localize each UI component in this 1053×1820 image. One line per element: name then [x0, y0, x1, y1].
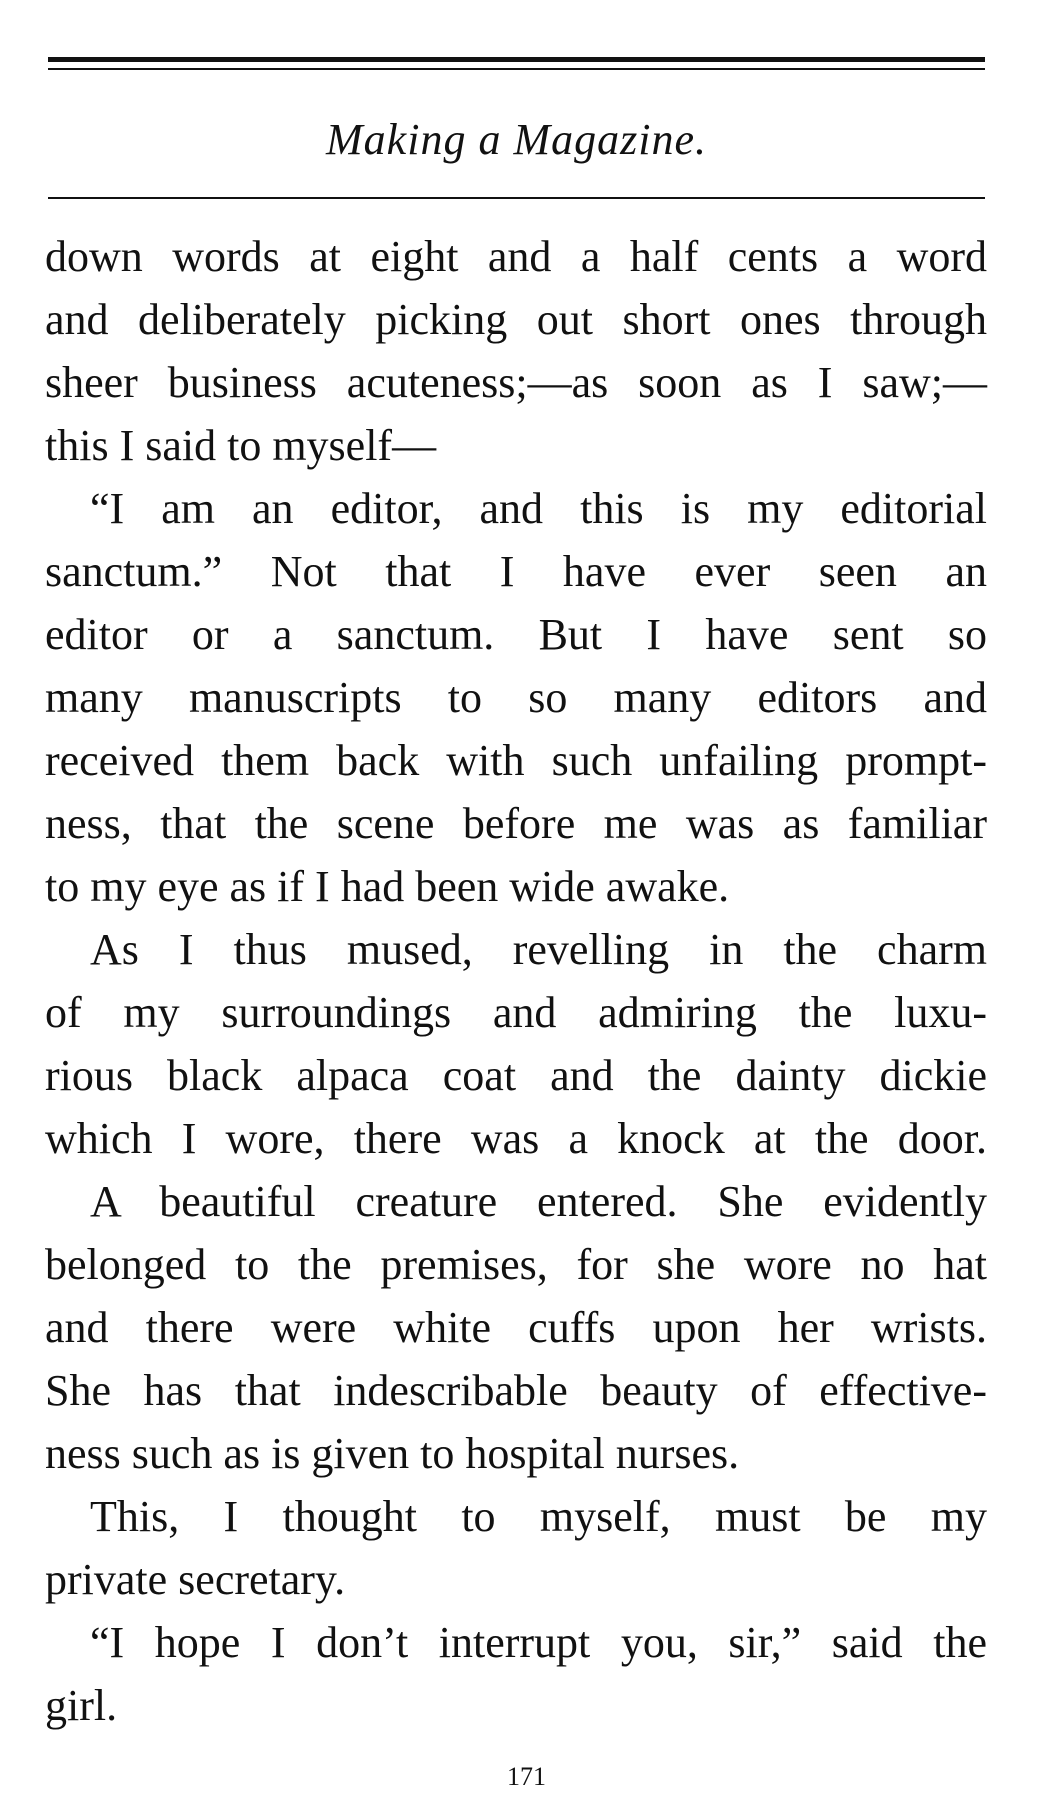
text-line: As I thus mused, revelling in the charm — [90, 925, 987, 974]
text-line: sanctum.” Not that I have ever seen an — [45, 547, 987, 596]
page-number: 171 — [507, 1762, 546, 1791]
text-line: editor or a sanctum. But I have sent so — [45, 610, 987, 659]
text-line: received them back with such unfailing prompt- — [45, 736, 987, 785]
text-line: This, I thought to myself, must be my — [90, 1492, 987, 1541]
header-rule-second — [48, 68, 985, 70]
header-rule-bottom — [48, 197, 985, 199]
text-line: A beautiful creature entered. She evidently — [90, 1177, 987, 1226]
text-line: “I am an editor, and this is my editorial — [90, 484, 987, 533]
header-rule-top — [48, 57, 985, 62]
text-line: and deliberately picking out short ones through — [45, 295, 987, 344]
text-line: “I hope I don’t interrupt you, sir,” said the — [90, 1618, 987, 1667]
text-line: many manuscripts to so many editors and — [45, 673, 987, 722]
text-line: to my eye as if I had been wide awake. — [45, 862, 730, 911]
text-line: ness such as is given to hospital nurses. — [45, 1429, 740, 1478]
text-line: private secretary. — [45, 1555, 346, 1604]
text-line: rious black alpaca coat and the dainty dickie — [45, 1051, 987, 1100]
text-line: and there were white cuffs upon her wrists. — [45, 1303, 987, 1352]
text-line: She has that indescribable beauty of effective- — [45, 1366, 987, 1415]
running-title: Making a Magazine. — [326, 115, 707, 164]
text-line: which I wore, there was a knock at the door. — [45, 1114, 987, 1163]
text-line: this I said to myself— — [45, 421, 437, 470]
body-text — [45, 225, 987, 1737]
text-line: belonged to the premises, for she wore no hat — [45, 1240, 987, 1289]
text-line: of my surroundings and admiring the luxu- — [45, 988, 987, 1037]
text-line: ness, that the scene before me was as familiar — [45, 799, 987, 848]
text-line: girl. — [45, 1681, 118, 1730]
text-line: down words at eight and a half cents a word — [45, 232, 987, 281]
text-line: sheer business acuteness;—as soon as I saw;— — [45, 358, 987, 407]
